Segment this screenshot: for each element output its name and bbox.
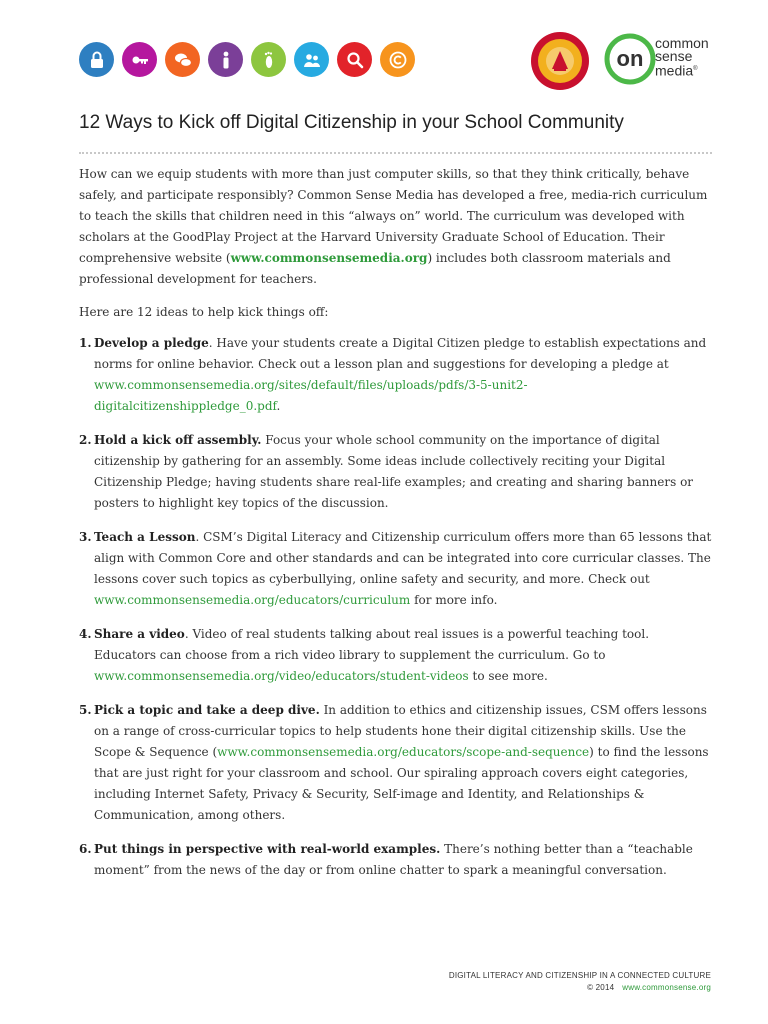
idea-link[interactable]: www.commonsensemedia.org/video/educators/student-videos — [94, 669, 469, 683]
logo-wordmark — [655, 37, 709, 78]
page-footer — [449, 970, 711, 994]
lock-icon — [79, 42, 114, 77]
idea-heading: Pick a topic and take a deep dive. — [94, 703, 320, 717]
idea-link[interactable]: www.commonsensemedia.org/sites/default/files/uploads/pdfs/3-5-unit2-digitalcitizenshippledge_0.pdf — [94, 378, 528, 413]
copyright-icon — [380, 42, 415, 77]
idea-item: 5. Pick a topic and take a deep dive. In addition to ethics and citizenship issues, CSM offers lessons on a range of cross-curricular topics to help students hone their digital citizenship skills. Use the Scope & Sequence (www.commonsensemedia.org/educators/scope-and-sequence) to find the lessons that are just right for your classroom and school. Our spiraling approach covers eight categories, including Internet Safety, Privacy & Security, Self-image and Identity, and Relationships & Communication, among others. — [79, 703, 709, 822]
idea-heading: Put things in perspective with real-world examples. — [94, 842, 441, 856]
idea-item: 6. Put things in perspective with real-world examples. There’s nothing better than a “teachable moment” from the news of the day or from online chatter to spark a meaningful conversation. — [79, 842, 693, 877]
ideas-lead: Here are 12 ideas to help kick things off: — [79, 305, 329, 319]
key-icon — [122, 42, 157, 77]
footer-tagline: DIGITAL LITERACY AND CITIZENSHIP IN A CONNECTED CULTURE — [448, 971, 711, 980]
person-icon — [208, 42, 243, 77]
idea-item: 4. Share a video. Video of real students talking about real issues is a powerful teaching tool. Educators can choose from a rich video library to supplement the curriculum. Go to www.commonsensemedia.org/video/educators/student-videos to see more. — [79, 627, 650, 683]
idea-item: 3. Teach a Lesson. CSM’s Digital Literacy and Citizenship curriculum offers more than 65 lessons that align with Common Core and other standards and can be integrated into core curricular classes. The lessons cover such topics as cyberbullying, online safety and security, and more. Check out www.commonsensemedia.org/educators/curriculum for more info. — [79, 530, 712, 607]
intro-website-link[interactable]: www.commonsensemedia.org — [230, 251, 428, 265]
chat-bubbles-icon — [165, 42, 200, 77]
idea-item: 1. Develop a pledge. Have your students create a Digital Citizen pledge to establish expectations and norms for online behavior. Check out a lesson plan and suggestions for developing a pledge at www.commonsensemedia.org/sites/default/files/uploads/pdfs/3-5-unit2-digitalcitizenshippledge_0.pdf. — [79, 336, 707, 413]
ideas-list — [79, 333, 713, 881]
idea-heading: Hold a kick off assembly. — [94, 433, 262, 447]
idea-heading: Develop a pledge — [94, 336, 209, 350]
idea-link[interactable]: www.commonsensemedia.org/educators/scope-and-sequence — [217, 745, 590, 759]
logo-word-sense: sense — [655, 48, 693, 64]
idea-item: 2. Hold a kick off assembly. Focus your whole school community on the importance of digital citizenship by gathering for an assembly. Some ideas include collectively reciting your Digital Citizenship Pledge; having students share real-life examples; and creating and sharing banners or posters to highlight key topics of the discussion. — [79, 433, 694, 510]
logo-mark: on — [616, 46, 644, 71]
idea-link[interactable]: www.commonsensemedia.org/educators/curriculum — [94, 593, 411, 607]
page-title: 12 Ways to Kick off Digital Citizenship in your School Community — [79, 112, 624, 133]
footer-url-link[interactable]: www.commonsense.org — [622, 983, 711, 992]
school-district-seal — [530, 31, 590, 91]
logo-registered: ® — [693, 66, 698, 72]
idea-heading: Share a video — [94, 627, 185, 641]
people-icon — [294, 42, 329, 77]
footprint-icon — [251, 42, 286, 77]
logo-word-media: media® — [655, 62, 698, 79]
document-body — [79, 164, 713, 894]
magnifier-icon — [337, 42, 372, 77]
footer-copyright: © 2014 — [587, 983, 615, 992]
header-icon-row — [79, 42, 415, 77]
idea-heading: Teach a Lesson — [94, 530, 196, 544]
footer-line-2 — [449, 982, 711, 994]
intro-paragraph: How can we equip students with more than just computer skills, so that they think critically, behave safely, and participate responsibly? Common Sense Media has developed a free, media-rich curriculum to teach the skills that children need in this “always on” world. The curriculum was developed with scholars at the GoodPlay Project at the Harvard University Graduate School of Education. Their comprehensive website (www.commonsensemedia.org) includes both classroom materials and professional development for teachers. — [79, 167, 708, 286]
logo-word-common: common — [655, 35, 709, 51]
title-divider — [79, 152, 712, 154]
